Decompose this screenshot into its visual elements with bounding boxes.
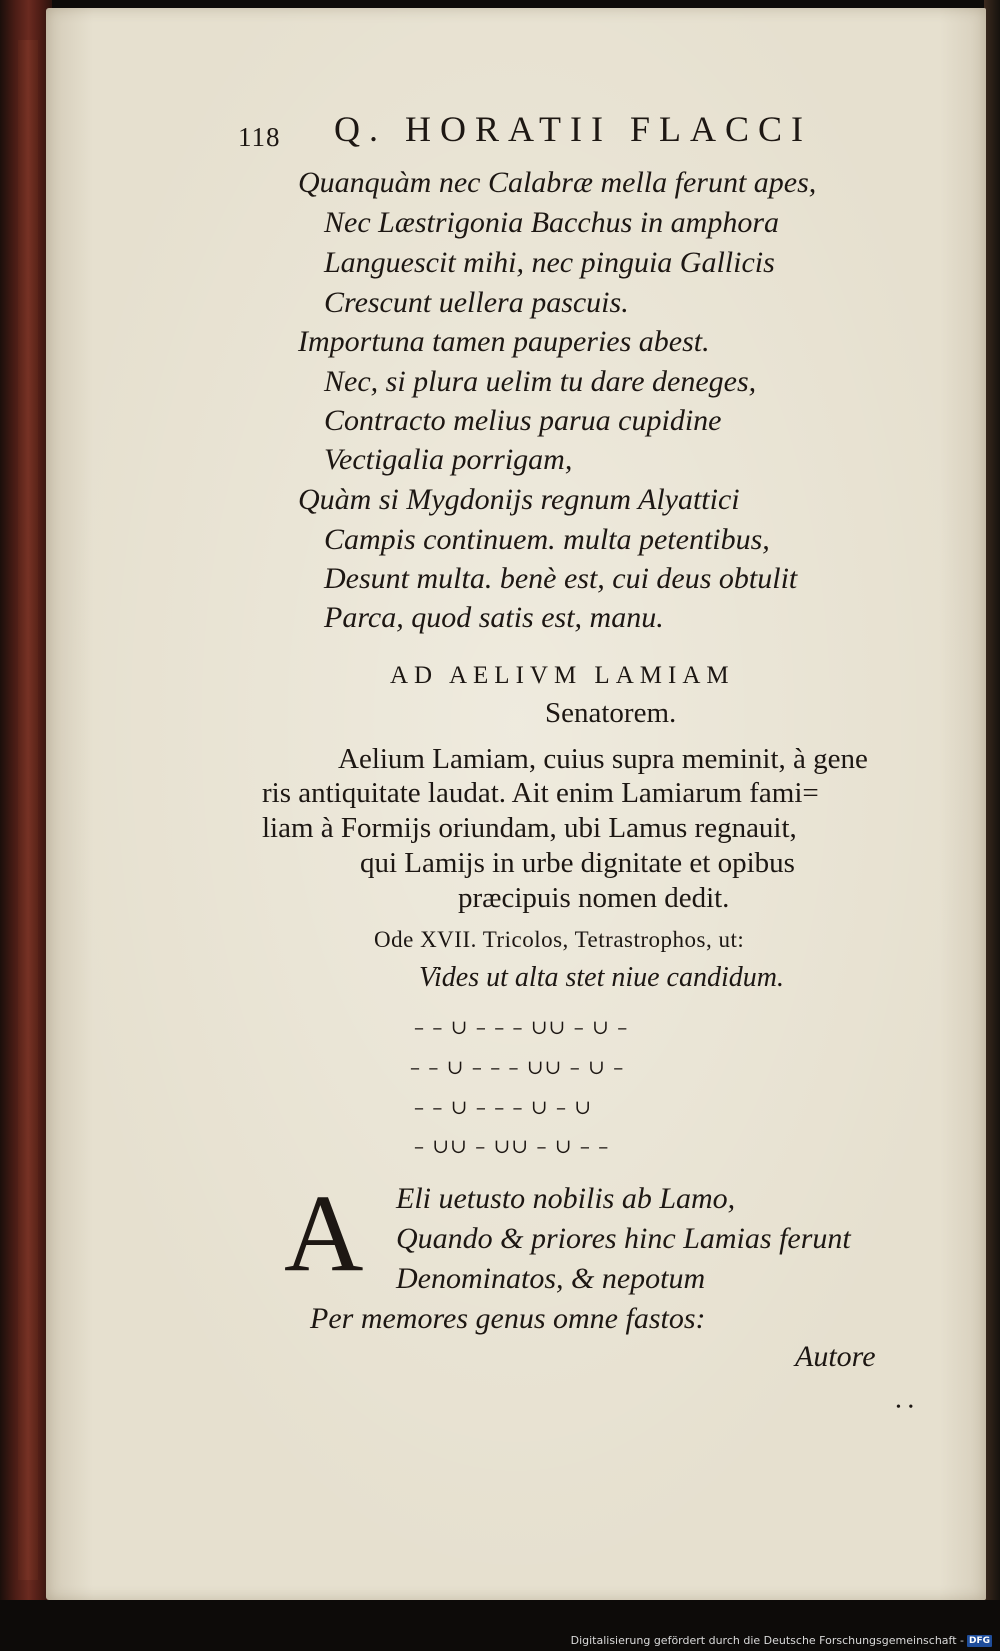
- meter-scheme: – – ∪ – – – ∪∪ – ∪ –: [414, 1015, 629, 1039]
- verse-line: Quando & priores hinc Lamias ferunt: [396, 1222, 851, 1255]
- book-binding: [0, 0, 52, 1600]
- argument-line: præcipuis nomen dedit.: [458, 882, 730, 914]
- page-edge-shadow: [984, 0, 1000, 1600]
- verse-line: Importuna tamen pauperies abest.: [298, 325, 710, 358]
- dfg-logo: DFG: [968, 1635, 990, 1646]
- verse-line: Denominatos, & nepotum: [396, 1262, 706, 1295]
- verse-line: Languescit mihi, nec pinguia Gallicis: [324, 246, 775, 279]
- binding-edge: [18, 40, 38, 1580]
- catchword: Autore: [795, 1340, 876, 1373]
- verse-line: Vectigalia porrigam,: [324, 443, 573, 476]
- page-number: 118: [238, 122, 281, 152]
- argument-line: qui Lamijs in urbe dignitate et opibus: [360, 847, 795, 879]
- meter-scheme: – – ∪ – – – ∪ – ∪: [414, 1095, 593, 1119]
- verse-line: Campis continuem. multa petentibus,: [324, 523, 770, 556]
- verse-line: Nec Læstrigonia Bacchus in amphora: [324, 206, 779, 239]
- argument-line: liam à Formijs oriundam, ubi Lamus regnauit,: [262, 812, 797, 844]
- verse-line: Parca, quod satis est, manu.: [324, 601, 664, 634]
- verse-line: Per memores genus omne fastos:: [310, 1302, 706, 1335]
- ode-incipit: Vides ut alta stet niue candidum.: [419, 962, 784, 993]
- meter-scheme: – ∪∪ – ∪∪ – ∪ – –: [414, 1134, 610, 1158]
- section-subtitle: Senatorem.: [545, 697, 677, 729]
- ode-title: Ode XVII. Tricolos, Tetrastrophos, ut:: [374, 927, 745, 952]
- argument-line: ris antiquitate laudat. Ait enim Lamiarum fami=: [262, 777, 819, 809]
- drop-cap: A: [284, 1172, 364, 1294]
- verse-line: Eli uetusto nobilis ab Lamo,: [396, 1182, 736, 1215]
- credit-text: Digitalisierung gefördert durch die Deutsche Forschungsgemeinschaft -: [570, 1634, 964, 1647]
- verse-line: Quanquàm nec Calabræ mella ferunt apes,: [298, 166, 817, 199]
- running-title: Q. HORATII FLACCI: [334, 109, 813, 149]
- verse-line: Nec, si plura uelim tu dare deneges,: [324, 365, 757, 398]
- verse-line: Crescunt uellera pascuis.: [324, 286, 629, 319]
- meter-scheme: – – ∪ – – – ∪∪ – ∪ –: [410, 1055, 625, 1079]
- verse-line: Quàm si Mygdonijs regnum Alyattici: [298, 483, 740, 516]
- argument-line: Aelium Lamiam, cuius supra meminit, à gene: [338, 743, 868, 775]
- verse-line: Desunt multa. benè est, cui deus obtulit: [324, 562, 798, 595]
- verse-line: Contracto melius parua cupidine: [324, 404, 722, 437]
- ink-specks: • •: [896, 1400, 916, 1415]
- digitization-credit: [571, 1634, 992, 1647]
- section-title: AD AELIVM LAMIAM: [390, 662, 735, 689]
